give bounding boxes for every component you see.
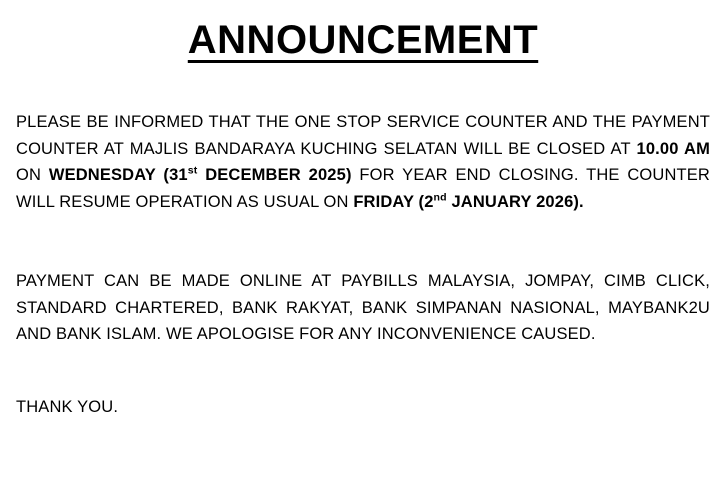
announcement-paragraph-closure: PLEASE BE INFORMED THAT THE ONE STOP SERVICE COUNTER AND THE PAYMENT COUNTER AT MAJLIS BANDARAYA KUCHING SELATAN WILL BE CLOSED AT 10.00 AM ON WEDNESDAY (31st DECEMBER 2025) FOR YEAR END CLOSING. THE COUNTER WILL RESUME OPERATION AS USUAL ON FRIDAY (2nd JANUARY 2026). <box>16 113 710 212</box>
announcement-paragraph-payment: PAYMENT CAN BE MADE ONLINE AT PAYBILLS MALAYSIA, JOMPAY, CIMB CLICK, STANDARD CHARTERED, BANK RAKYAT, BANK SIMPANAN NASIONAL, MAYBANK2U AND BANK ISLAM. WE APOLOGISE FOR ANY INCONVENIENCE CAUSED. <box>16 271 710 344</box>
announcement-document <box>0 18 726 488</box>
announcement-paragraph-thanks: THANK YOU. <box>16 398 119 417</box>
page-title: ANNOUNCEMENT <box>187 18 539 62</box>
